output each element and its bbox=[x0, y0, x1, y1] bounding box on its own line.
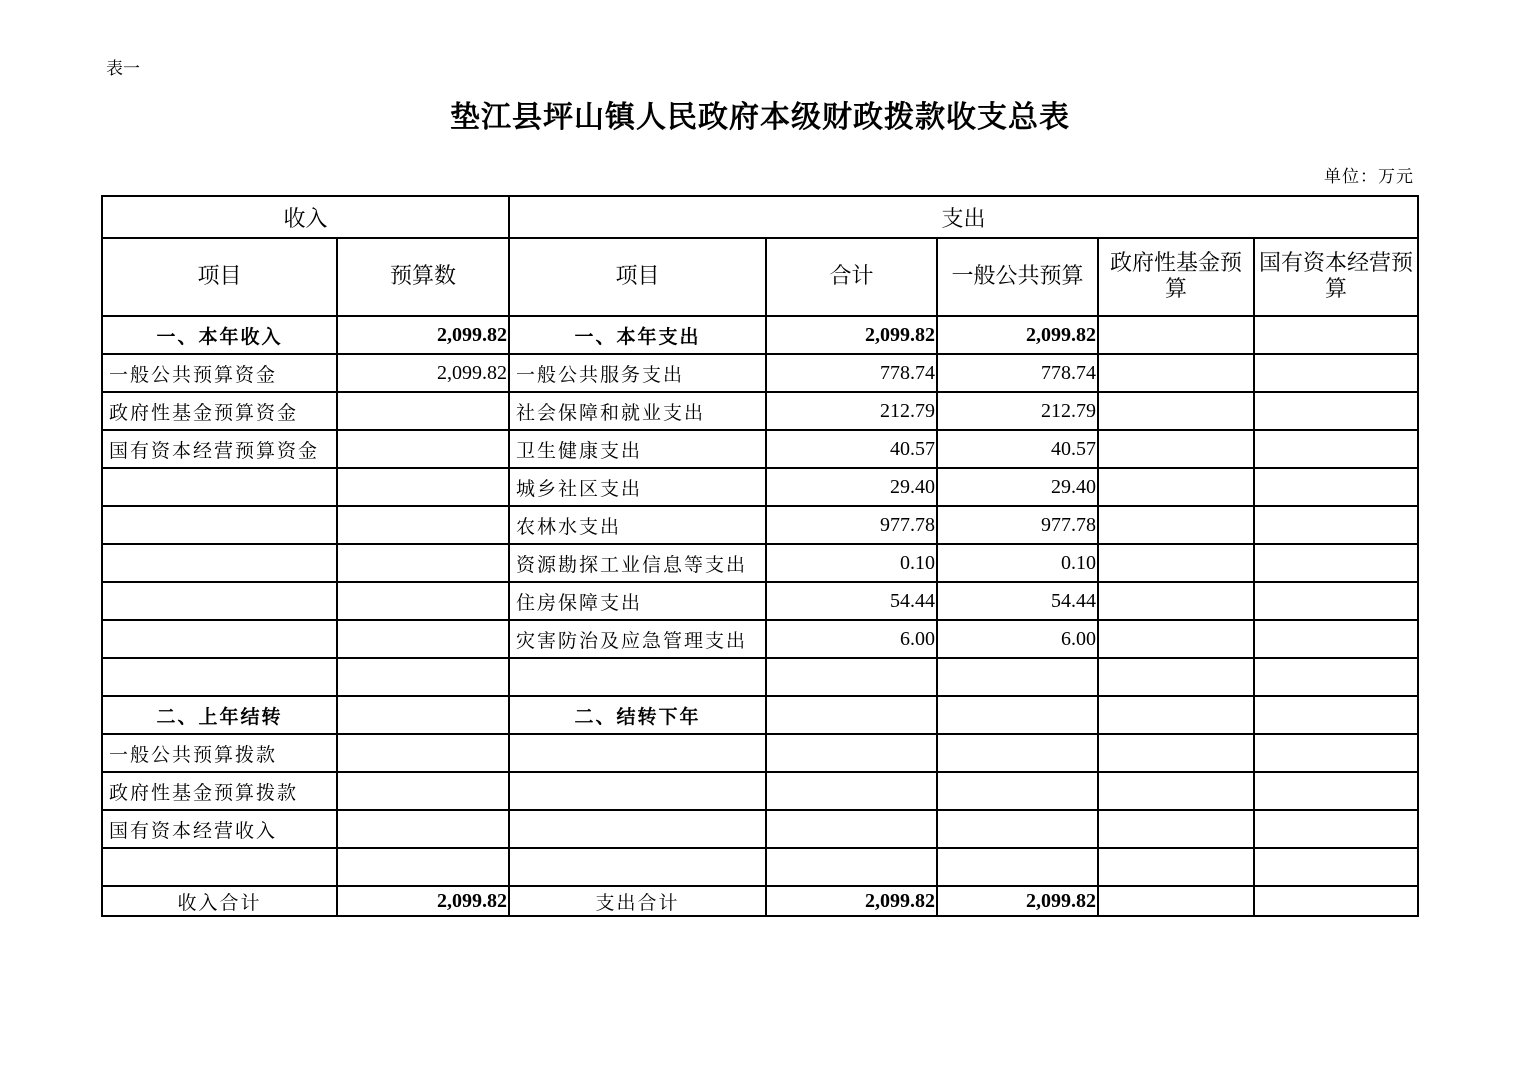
state-capital-cell bbox=[1254, 468, 1418, 506]
expense-item-cell: 农林水支出 bbox=[509, 506, 766, 544]
income-item-cell: 二、上年结转 bbox=[102, 696, 337, 734]
gov-fund-cell bbox=[1098, 772, 1254, 810]
income-item-cell bbox=[102, 658, 337, 696]
table-row bbox=[102, 316, 1418, 354]
totals-row bbox=[102, 886, 1418, 916]
table-number: 表一 bbox=[106, 59, 140, 79]
table-row bbox=[102, 468, 1418, 506]
table-row bbox=[102, 772, 1418, 810]
document-title: 垫江县坪山镇人民政府本级财政拨款收支总表 bbox=[450, 100, 1070, 135]
income-header: 收入 bbox=[102, 196, 509, 238]
gov-fund-cell bbox=[1098, 430, 1254, 468]
table-row bbox=[102, 430, 1418, 468]
expense-total-cell bbox=[766, 810, 937, 848]
expense-total-cell bbox=[766, 772, 937, 810]
income-amount-cell bbox=[337, 468, 509, 506]
expense-total-cell bbox=[766, 658, 937, 696]
general-budget-cell bbox=[937, 696, 1098, 734]
income-item-cell: 政府性基金预算拨款 bbox=[102, 772, 337, 810]
expense-item-header: 项目 bbox=[509, 238, 766, 316]
general-budget-cell bbox=[937, 848, 1098, 886]
income-amount-cell bbox=[337, 696, 509, 734]
general-budget-header: 一般公共预算 bbox=[937, 238, 1098, 316]
gov-fund-cell bbox=[1098, 506, 1254, 544]
gov-fund-total bbox=[1098, 886, 1254, 916]
expense-item-cell: 住房保障支出 bbox=[509, 582, 766, 620]
header-row-1 bbox=[102, 196, 1418, 238]
expense-total-cell bbox=[766, 848, 937, 886]
expense-item-cell bbox=[509, 848, 766, 886]
income-item-cell: 政府性基金预算资金 bbox=[102, 392, 337, 430]
expense-item-cell: 卫生健康支出 bbox=[509, 430, 766, 468]
state-capital-cell bbox=[1254, 848, 1418, 886]
income-total-amount: 2,099.82 bbox=[337, 886, 509, 916]
income-item-cell bbox=[102, 544, 337, 582]
state-capital-cell bbox=[1254, 392, 1418, 430]
gov-fund-cell bbox=[1098, 696, 1254, 734]
table-row bbox=[102, 658, 1418, 696]
income-amount-cell bbox=[337, 848, 509, 886]
expense-item-cell bbox=[509, 810, 766, 848]
expense-total-cell: 2,099.82 bbox=[766, 316, 937, 354]
table-row bbox=[102, 696, 1418, 734]
state-capital-cell bbox=[1254, 696, 1418, 734]
expense-total-label: 支出合计 bbox=[509, 886, 766, 916]
income-item-cell bbox=[102, 468, 337, 506]
expense-item-cell bbox=[509, 734, 766, 772]
expense-item-cell: 一般公共服务支出 bbox=[509, 354, 766, 392]
general-budget-cell: 29.40 bbox=[937, 468, 1098, 506]
general-budget-total: 2,099.82 bbox=[937, 886, 1098, 916]
gov-fund-cell bbox=[1098, 582, 1254, 620]
expense-total-cell: 40.57 bbox=[766, 430, 937, 468]
income-amount-cell bbox=[337, 544, 509, 582]
state-capital-cell bbox=[1254, 506, 1418, 544]
expense-item-cell: 资源勘探工业信息等支出 bbox=[509, 544, 766, 582]
income-item-cell bbox=[102, 620, 337, 658]
general-budget-cell: 2,099.82 bbox=[937, 316, 1098, 354]
state-capital-budget-header: 国有资本经营预算 bbox=[1254, 238, 1418, 316]
income-amount-cell bbox=[337, 430, 509, 468]
gov-fund-cell bbox=[1098, 734, 1254, 772]
table-row bbox=[102, 810, 1418, 848]
state-capital-cell bbox=[1254, 354, 1418, 392]
expense-item-cell: 灾害防治及应急管理支出 bbox=[509, 620, 766, 658]
state-capital-cell bbox=[1254, 772, 1418, 810]
state-capital-cell bbox=[1254, 582, 1418, 620]
gov-fund-cell bbox=[1098, 620, 1254, 658]
state-capital-cell bbox=[1254, 810, 1418, 848]
gov-fund-cell bbox=[1098, 810, 1254, 848]
table-row bbox=[102, 848, 1418, 886]
gov-fund-cell bbox=[1098, 354, 1254, 392]
income-item-cell: 国有资本经营预算资金 bbox=[102, 430, 337, 468]
total-header: 合计 bbox=[766, 238, 937, 316]
expense-item-cell: 城乡社区支出 bbox=[509, 468, 766, 506]
table-row bbox=[102, 734, 1418, 772]
expense-total-cell: 212.79 bbox=[766, 392, 937, 430]
gov-fund-budget-header: 政府性基金预算 bbox=[1098, 238, 1254, 316]
gov-fund-cell bbox=[1098, 544, 1254, 582]
state-capital-total bbox=[1254, 886, 1418, 916]
general-budget-cell: 977.78 bbox=[937, 506, 1098, 544]
gov-fund-cell bbox=[1098, 848, 1254, 886]
income-total-label: 收入合计 bbox=[102, 886, 337, 916]
expense-item-cell: 一、本年支出 bbox=[509, 316, 766, 354]
expense-total-cell: 778.74 bbox=[766, 354, 937, 392]
gov-fund-cell bbox=[1098, 468, 1254, 506]
income-item-header: 项目 bbox=[102, 238, 337, 316]
expense-total-cell: 0.10 bbox=[766, 544, 937, 582]
general-budget-cell: 6.00 bbox=[937, 620, 1098, 658]
expense-total-cell bbox=[766, 696, 937, 734]
expense-header: 支出 bbox=[509, 196, 1418, 238]
table-row bbox=[102, 354, 1418, 392]
table-row bbox=[102, 544, 1418, 582]
header-row-2 bbox=[102, 238, 1418, 316]
general-budget-cell bbox=[937, 810, 1098, 848]
general-budget-cell: 0.10 bbox=[937, 544, 1098, 582]
table-row bbox=[102, 506, 1418, 544]
income-item-cell bbox=[102, 506, 337, 544]
income-amount-cell bbox=[337, 810, 509, 848]
general-budget-cell: 40.57 bbox=[937, 430, 1098, 468]
state-capital-cell bbox=[1254, 544, 1418, 582]
income-amount-cell bbox=[337, 734, 509, 772]
gov-fund-cell bbox=[1098, 392, 1254, 430]
budget-amount-header: 预算数 bbox=[337, 238, 509, 316]
income-item-cell: 一、本年收入 bbox=[102, 316, 337, 354]
expense-item-cell: 社会保障和就业支出 bbox=[509, 392, 766, 430]
general-budget-cell: 778.74 bbox=[937, 354, 1098, 392]
expense-total-cell: 54.44 bbox=[766, 582, 937, 620]
table-row bbox=[102, 582, 1418, 620]
income-amount-cell bbox=[337, 772, 509, 810]
general-budget-cell bbox=[937, 658, 1098, 696]
state-capital-cell bbox=[1254, 316, 1418, 354]
table-row bbox=[102, 392, 1418, 430]
state-capital-cell bbox=[1254, 430, 1418, 468]
income-item-cell bbox=[102, 582, 337, 620]
income-amount-cell bbox=[337, 658, 509, 696]
income-amount-cell: 2,099.82 bbox=[337, 354, 509, 392]
gov-fund-cell bbox=[1098, 658, 1254, 696]
income-amount-cell bbox=[337, 582, 509, 620]
expense-total-cell: 29.40 bbox=[766, 468, 937, 506]
general-budget-cell bbox=[937, 772, 1098, 810]
income-amount-cell bbox=[337, 506, 509, 544]
expense-item-cell: 二、结转下年 bbox=[509, 696, 766, 734]
table-row bbox=[102, 620, 1418, 658]
income-item-cell bbox=[102, 848, 337, 886]
expense-total-cell: 6.00 bbox=[766, 620, 937, 658]
income-amount-cell bbox=[337, 620, 509, 658]
state-capital-cell bbox=[1254, 734, 1418, 772]
income-item-cell: 一般公共预算资金 bbox=[102, 354, 337, 392]
budget-summary-table bbox=[101, 195, 1419, 917]
general-budget-cell: 54.44 bbox=[937, 582, 1098, 620]
income-item-cell: 一般公共预算拨款 bbox=[102, 734, 337, 772]
gov-fund-cell bbox=[1098, 316, 1254, 354]
expense-total-amount: 2,099.82 bbox=[766, 886, 937, 916]
expense-item-cell bbox=[509, 658, 766, 696]
expense-total-cell: 977.78 bbox=[766, 506, 937, 544]
general-budget-cell bbox=[937, 734, 1098, 772]
unit-label: 单位：万元 bbox=[1324, 167, 1414, 187]
state-capital-cell bbox=[1254, 658, 1418, 696]
general-budget-cell: 212.79 bbox=[937, 392, 1098, 430]
income-amount-cell bbox=[337, 392, 509, 430]
income-item-cell: 国有资本经营收入 bbox=[102, 810, 337, 848]
state-capital-cell bbox=[1254, 620, 1418, 658]
expense-item-cell bbox=[509, 772, 766, 810]
income-amount-cell: 2,099.82 bbox=[337, 316, 509, 354]
expense-total-cell bbox=[766, 734, 937, 772]
